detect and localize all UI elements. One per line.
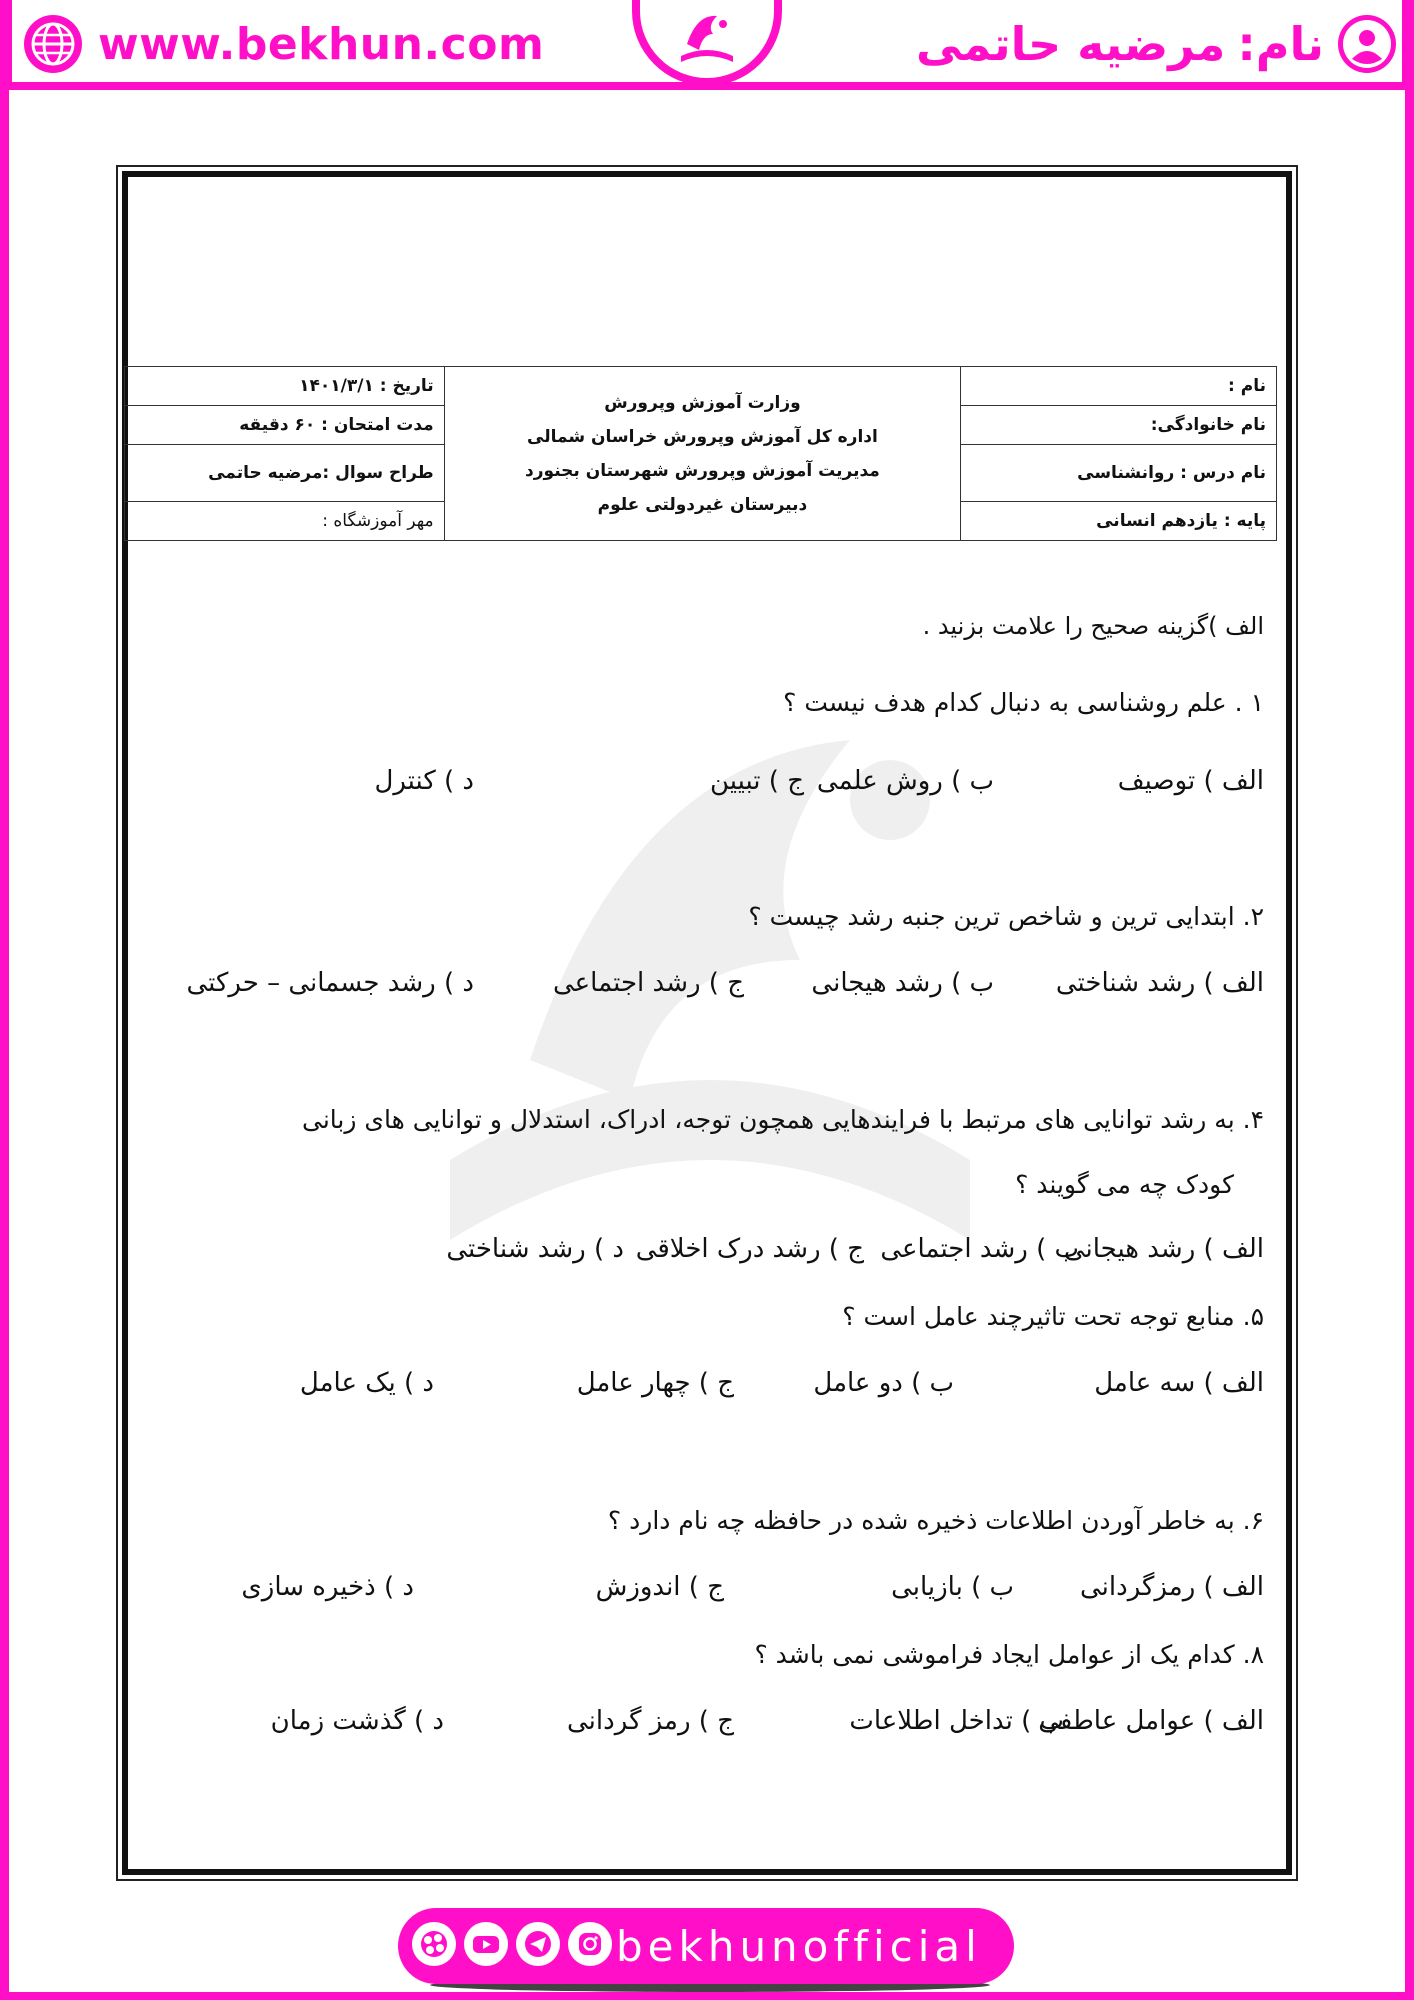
option[interactable]: د ) رشد جسمانی – حرکتی — [186, 968, 474, 998]
option[interactable]: ب ) رشد هیجانی — [811, 968, 994, 998]
option[interactable]: د ) ذخیره سازی — [241, 1572, 414, 1602]
option[interactable]: د ) رشد شناختی — [446, 1234, 624, 1264]
school-line: دبیرستان غیردولتی علوم — [597, 494, 808, 515]
city-line: مدیریت آموزش وپرورش شهرستان بجنورد — [525, 460, 880, 481]
name-label: نام: — [1237, 17, 1324, 71]
youtube-icon[interactable] — [464, 1922, 508, 1966]
name-value: مرضیه حاتمی — [916, 17, 1226, 71]
question-8: ۸. کدام یک از عوامل ایجاد فراموشی نمی باشد ؟ — [754, 1640, 1264, 1669]
option[interactable]: الف ) رشد شناختی — [1055, 968, 1264, 998]
question-4-continued: کودک چه می گویند ؟ — [1015, 1170, 1234, 1199]
exam-header-table — [124, 366, 1277, 541]
option[interactable]: الف ) رمزگردانی — [1080, 1572, 1264, 1602]
option[interactable]: ج ) رمز گردانی — [567, 1706, 734, 1736]
aparat-icon[interactable] — [412, 1922, 456, 1966]
option[interactable]: د ) کنترل — [374, 766, 474, 796]
option[interactable]: الف ) سه عامل — [1094, 1368, 1264, 1398]
option[interactable]: ب ) روش علمی — [816, 766, 994, 796]
student-name-field: نام : — [961, 367, 1277, 406]
option[interactable]: الف ) توصیف — [1117, 766, 1264, 796]
questions-area — [144, 600, 1264, 1800]
globe-icon — [22, 13, 84, 75]
exam-date: تاریخ : ۱۴۰۱/۳/۱ — [125, 367, 445, 406]
option[interactable]: ب ) تداخل اطلاعات — [849, 1706, 1064, 1736]
question-6: ۶. به خاطر آوردن اطلاعات ذخیره شده در حافظه چه نام دارد ؟ — [607, 1506, 1264, 1535]
option[interactable]: ب ) رشد اجتماعی — [880, 1234, 1079, 1264]
instagram-icon[interactable] — [568, 1922, 612, 1966]
question-2: ۲. ابتدایی ترین و شاخص ترین جنبه رشد چیست ؟ — [748, 902, 1264, 931]
option[interactable]: ج ) تبیین — [709, 766, 804, 796]
option[interactable]: الف ) رشد هیجانی — [1063, 1234, 1264, 1264]
option[interactable]: ج ) چهار عامل — [576, 1368, 734, 1398]
exam-duration: مدت امتحان : ۶۰ دقیقه — [125, 406, 445, 445]
website-link[interactable] — [22, 14, 544, 74]
student-name — [916, 14, 1398, 74]
option[interactable]: الف ) عوامل عاطفی — [1038, 1706, 1264, 1736]
school-info — [444, 367, 961, 541]
option[interactable]: ج ) رشد اجتماعی — [553, 968, 744, 998]
social-handle[interactable]: bekhunofficial — [616, 1922, 982, 1971]
option[interactable]: د ) یک عامل — [299, 1368, 434, 1398]
option[interactable]: ب ) بازیابی — [891, 1572, 1014, 1602]
grade-field: پایه : یازدهم انسانی — [961, 502, 1277, 541]
user-icon — [1336, 13, 1398, 75]
ministry-line: وزارت آموزش وپرورش — [604, 392, 801, 413]
option[interactable]: ب ) دو عامل — [813, 1368, 954, 1398]
option[interactable]: ج ) رشد درک اخلاقی — [635, 1234, 864, 1264]
social-icons — [412, 1922, 612, 1966]
telegram-icon[interactable] — [516, 1922, 560, 1966]
option[interactable]: د ) گذشت زمان — [270, 1706, 444, 1736]
question-5: ۵. منابع توجه تحت تاثیرچند عامل است ؟ — [842, 1302, 1264, 1331]
question-4: ۴. به رشد توانایی های مرتبط با فرایندهایی همچون توجه، ادراک، استدلال و توانایی های زبانی — [302, 1105, 1264, 1134]
section-title: الف )گزینه صحیح را علامت بزنید . — [922, 612, 1264, 640]
province-line: اداره کل آموزش وپرورش خراسان شمالی — [527, 426, 878, 447]
website-text[interactable]: www.bekhun.com — [98, 18, 545, 70]
school-seal: مهر آموزشگاه : — [125, 502, 445, 541]
subject-field: نام درس : روانشناسی — [961, 445, 1277, 502]
question-designer: طراح سوال :مرضیه حاتمی — [125, 445, 445, 502]
family-name-field: نام خانوادگی: — [961, 406, 1277, 445]
question-1: ۱ . علم روشناسی به دنبال کدام هدف نیست ؟ — [783, 688, 1264, 717]
option[interactable]: ج ) اندوزش — [595, 1572, 724, 1602]
